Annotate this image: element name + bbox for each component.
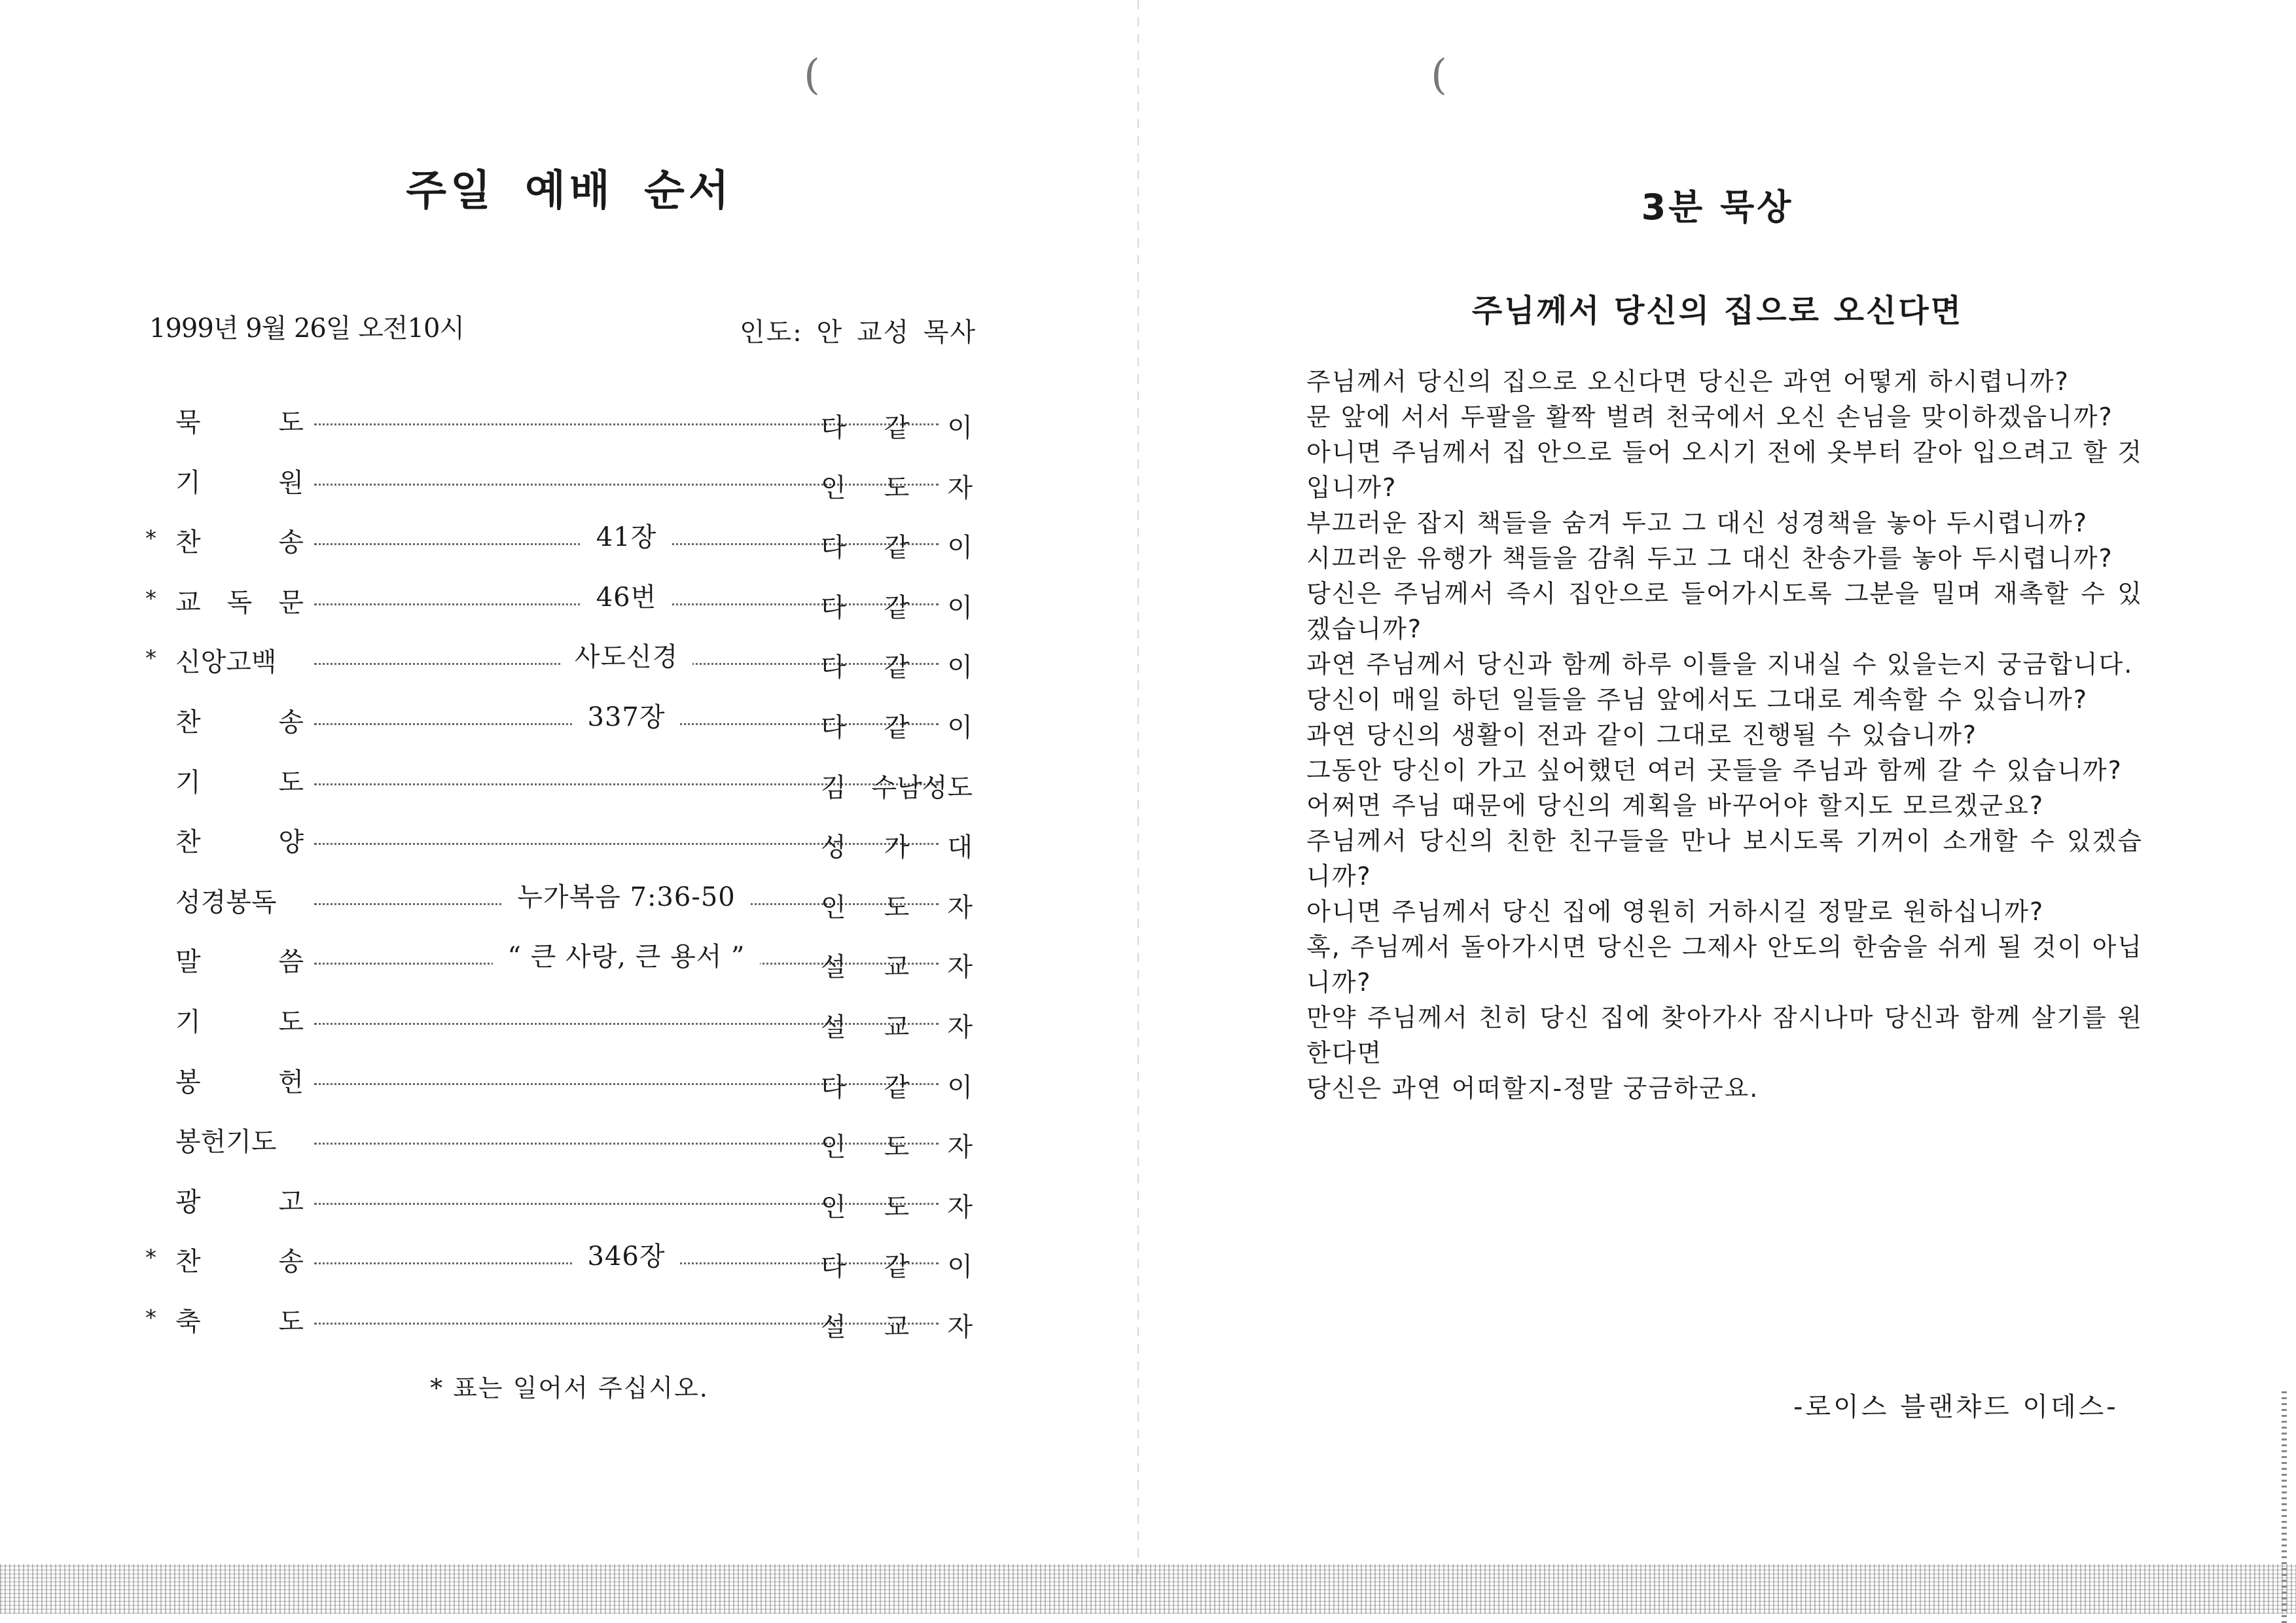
order-item-name: 성경봉독 [175,887,277,918]
standing-mark: * [145,645,156,672]
standing-mark: * [145,1304,156,1331]
order-row [145,582,996,642]
standing-note: * 표는 일어서 주십시오. [430,1374,709,1402]
order-item-detail-text: 누가복음 7:36-50 [503,882,750,912]
order-row [145,522,996,582]
meditation-paragraph: 어쩌면 주님 때문에 당신의 계획을 바꾸어야 할지도 모르겠군요? [1306,791,2045,820]
meditation-paragraph: 부끄러운 잡지 책들을 숨겨 두고 그 대신 성경책을 놓아 두시렵니까? [1306,508,2088,537]
scan-edge-noise [2282,1387,2287,1623]
meditation-author: -로이스 블랜챠드 이데스- [1793,1392,2119,1422]
meditation-paragraph: 아니면 주님께서 집 안으로 들어 오시기 전에 옷부터 갈아 입으려고 할 것입니까? [1306,438,2143,502]
meditation-paragraph: 그동안 당신이 가고 싶어했던 여러 곳들을 주님과 함께 갈 수 있습니까? [1306,756,2123,785]
order-row [145,402,996,462]
service-leader: 인도: 안 교성 목사 [740,317,977,348]
order-item-name: 기 원 [175,467,304,498]
order-item-name: 신앙고백 [175,647,277,678]
order-item-performer: 다 같 이 [821,712,973,743]
service-order-title: 주일 예배 순서 [406,166,733,215]
standing-mark: * [145,1245,156,1272]
order-row [145,1121,996,1181]
meditation-subtitle: 주님께서 당신의 집으로 오신다면 [1471,293,1964,329]
service-date: 1999년 9월 26일 오전10시 [149,313,465,344]
page-fold-line [1138,0,1139,1584]
order-row [145,762,996,822]
order-row [145,641,996,702]
order-row [145,882,996,942]
order-row [145,1061,996,1122]
order-item-performer: 설 교 자 [821,1311,973,1342]
order-row [145,1181,996,1241]
meditation-paragraph: 당신이 매일 하던 일들을 주님 앞에서도 그대로 계속할 수 있습니까? [1306,685,2088,714]
order-item-performer: 인 도 자 [821,1132,973,1163]
meditation-paragraph: 문 앞에 서서 두팔을 활짝 벌려 천국에서 오신 손님을 맞이하겠읍니까? [1306,402,2113,431]
meditation-paragraph: 혹, 주님께서 돌아가시면 당신은 그제사 안도의 한숨을 쉬게 될 것이 아닙니까? [1306,933,2143,997]
order-item-name: 봉헌기도 [175,1127,277,1158]
scan-noise-strip [0,1564,2296,1614]
meditation-paragraph: 당신은 주님께서 즉시 집안으로 들어가시도록 그분을 밀며 재촉할 수 있겠습니까? [1306,579,2143,643]
order-item-name: 찬 송 [175,707,304,738]
order-item-performer: 김 수남성도 [821,772,973,803]
order-item-performer: 설 교 자 [821,952,973,983]
order-item-performer: 다 같 이 [821,413,973,443]
order-item-name: 묵 도 [175,408,304,438]
order-item-detail-text: 사도신경 [560,642,693,672]
order-row [145,462,996,522]
meditation-paragraph: 아니면 주님께서 당신 집에 영원히 거하시길 정말로 원하십니까? [1306,897,2045,926]
order-item-performer: 설 교 자 [821,1012,973,1043]
left-page-bracket-mark: ( [804,51,820,99]
order-item-performer: 성 가 대 [821,832,973,863]
order-item-performer: 인 도 자 [821,1192,973,1222]
meditation-body [1306,364,2143,1106]
order-item-name: 찬 양 [175,827,304,858]
order-row [145,821,996,882]
order-item-detail-text: 41장 [582,522,672,552]
right-page-bracket-mark: ( [1431,51,1447,99]
order-row [145,702,996,762]
order-item-performer: 인 도 자 [821,892,973,923]
standing-mark: * [145,585,156,612]
order-item-detail-text: 46번 [582,582,672,613]
order-item-performer: 다 같 이 [821,652,973,683]
meditation-paragraph: 만약 주님께서 친히 당신 집에 찾아가사 잠시나마 당신과 함께 살기를 원한다면 [1306,1003,2143,1067]
order-row [145,941,996,1001]
order-item-name: 축 도 [175,1306,304,1337]
order-row [145,1001,996,1061]
order-item-name: 기 도 [175,1007,304,1037]
meditation-paragraph: 시끄러운 유행가 책들을 감춰 두고 그 대신 찬송가를 놓아 두시렵니까? [1306,544,2113,573]
order-item-performer: 다 같 이 [821,1252,973,1283]
meditation-paragraph: 주님께서 당신의 친한 친구들을 만나 보시도록 기꺼이 소개할 수 있겠습니까? [1306,827,2143,891]
order-item-name: 찬 송 [175,1247,304,1277]
order-item-name: 봉 헌 [175,1067,304,1097]
meditation-paragraph: 과연 당신의 생활이 전과 같이 그대로 진행될 수 있습니까? [1306,721,1978,749]
order-item-name: 광 고 [175,1186,304,1217]
order-item-name: 교 독 문 [175,587,304,618]
service-order-list [145,402,996,1361]
order-row [145,1301,996,1361]
order-item-performer: 다 같 이 [821,533,973,563]
meditation-title: 3분 묵상 [1641,187,1794,228]
order-item-performer: 다 같 이 [821,1072,973,1103]
order-item-name: 말 씀 [175,947,304,978]
order-item-name: 기 도 [175,767,304,798]
order-item-detail-text: 346장 [573,1241,680,1272]
order-item-performer: 인 도 자 [821,473,973,503]
order-row [145,1241,996,1301]
standing-mark: * [145,526,156,552]
order-item-performer: 다 같 이 [821,592,973,623]
meditation-paragraph: 과연 주님께서 당신과 함께 하루 이틀을 지내실 수 있을는지 궁금합니다. [1306,650,2134,679]
order-item-name: 찬 송 [175,527,304,558]
order-item-detail-text: 337장 [573,702,680,732]
meditation-paragraph: 당신은 과연 어떠할지-정말 궁금하군요. [1306,1074,1759,1103]
meditation-paragraph: 주님께서 당신의 집으로 오신다면 당신은 과연 어떻게 하시렵니까? [1306,367,2070,396]
order-item-detail-text: “ 큰 사랑, 큰 용서 ” [493,942,759,972]
